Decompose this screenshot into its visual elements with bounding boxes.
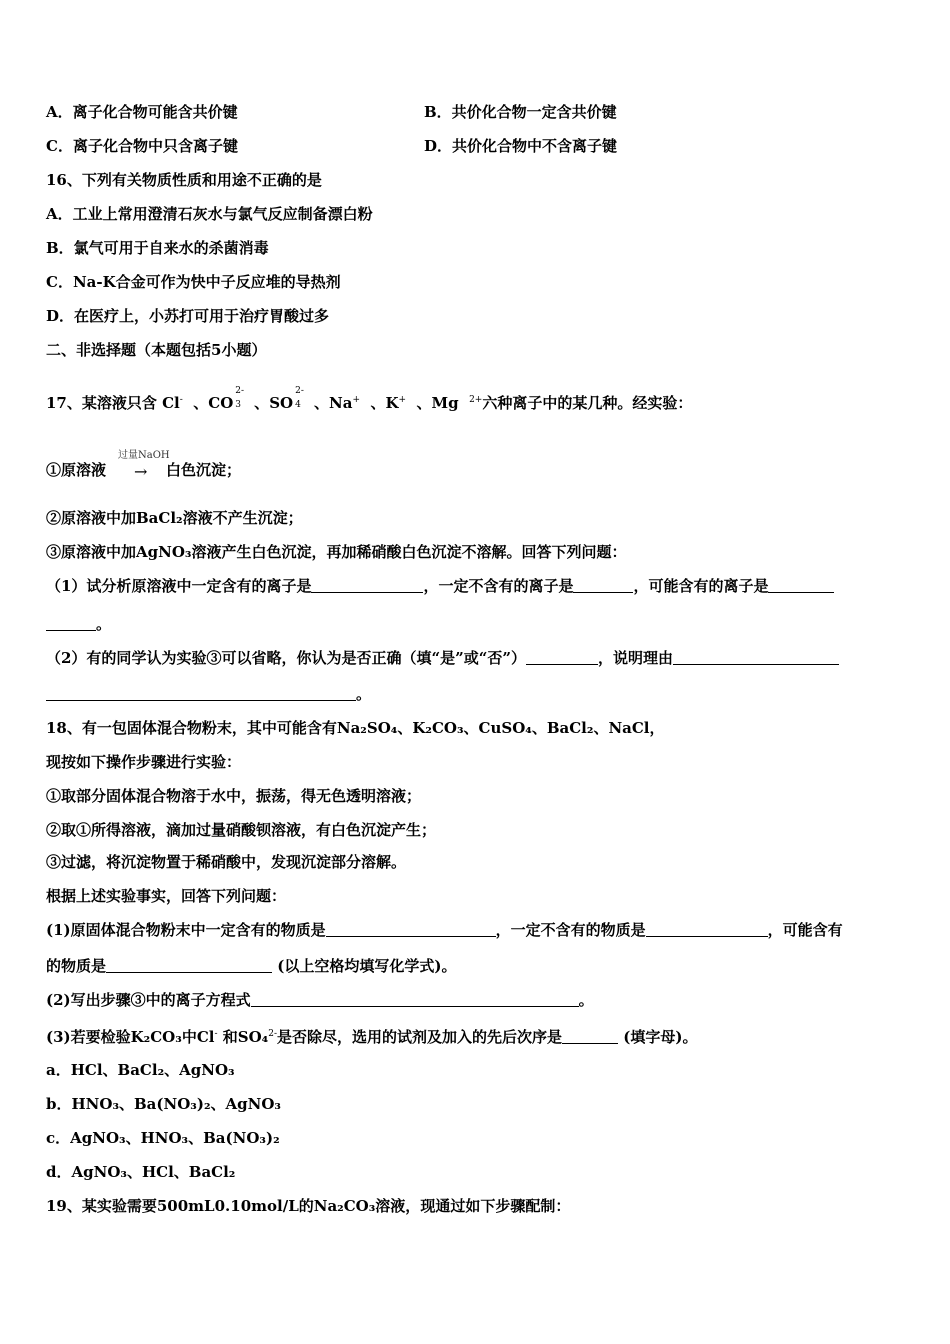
answer-blank[interactable] (46, 686, 356, 701)
q16-option-d: D．在医疗上，小苏打可用于治疗胃酸过多 (46, 307, 330, 325)
q15-option-a: A．离子化合物可能含共价键 (46, 103, 238, 121)
q16-option-a: A．工业上常用澄清石灰水与氯气反应制备漂白粉 (46, 205, 373, 223)
answer-blank[interactable] (106, 958, 272, 973)
answer-blank[interactable] (251, 992, 579, 1007)
q17-part2-cont: 。 (46, 684, 371, 704)
ion-na: Na+ (329, 394, 360, 412)
q18-option-b: b．HNO₃、Ba(NO₃)₂、AgNO₃ (46, 1095, 281, 1113)
q18-step3: ③过滤，将沉淀物置于稀硝酸中，发现沉淀部分溶解。 (46, 853, 407, 871)
q18-part3: (3)若要检验K₂CO₃中Cl- 和SO₄$^{2-}$是否除尽，选用的试剂及加入的先后次序是 (填字母)。 (46, 1028, 698, 1046)
ion-cl: Cl- (162, 394, 183, 412)
answer-blank[interactable] (311, 578, 423, 593)
q16-stem: 16、下列有关物质性质和用途不正确的是 (46, 171, 322, 189)
q17-step3: ③原溶液中加AgNO₃溶液产生白色沉淀，再加稀硝酸白色沉淀不溶解。回答下列问题： (46, 543, 627, 561)
ion-k: K+ (385, 394, 407, 412)
answer-blank[interactable] (46, 616, 96, 631)
q18-step1: ①取部分固体混合物溶于水中，振荡，得无色透明溶液； (46, 787, 422, 805)
q18-part1: (1)原固体混合物粉末中一定含有的物质是 ，一定不含有的物质是 ，可能含有 (46, 921, 843, 939)
q15-option-b: B．共价化合物一定含共价键 (424, 103, 617, 121)
ion-so4: SO 2- 4 (269, 386, 304, 412)
reaction-condition: 过量NaOH (118, 450, 170, 461)
answer-blank[interactable] (768, 578, 834, 593)
q15-option-c: C．离子化合物中只含离子键 (46, 137, 238, 155)
q18-part1-cont: 的物质是 (以上空格均填写化学式)。 (46, 957, 457, 975)
q17-step1: ①原溶液 白色沉淀； (46, 461, 242, 479)
answer-blank[interactable] (326, 922, 496, 937)
section-heading: 二、非选择题（本题包括5小题） (46, 341, 267, 359)
q15-option-row-2 (46, 136, 618, 156)
answer-blank[interactable] (526, 650, 598, 665)
q16-option-b: B．氯气可用于自来水的杀菌消毒 (46, 239, 269, 257)
q17-part2: （2）有的同学认为实验③可以省略，你认为是否正确（填“是”或“否”） ，说明理由 (46, 648, 839, 668)
answer-blank[interactable] (673, 650, 839, 665)
ion-mg: Mg $^{2+}$ (431, 394, 483, 412)
q17-stem: 17、某溶液只含 Cl- 、CO 2- 3 、SO 2- 4 、Na+ 、K+ 、Mg $^{2+}$六种离子中的某几种。经实验： (46, 386, 693, 412)
q18-part2: (2)写出步骤③中的离子方程式 。 (46, 991, 594, 1009)
q17-step2: ②原溶液中加BaCl₂溶液不产生沉淀； (46, 509, 303, 527)
q17-stem-suffix: 六种离子中的某几种。经实验： (482, 394, 693, 412)
q17-part1: （1）试分析原溶液中一定含有的离子是 ，一定不含有的离子是 ，可能含有的离子是 (46, 576, 834, 596)
answer-blank[interactable] (646, 922, 768, 937)
q17-part1-cont: 。 (46, 614, 111, 634)
q18-option-a: a．HCl、BaCl₂、AgNO₃ (46, 1061, 235, 1079)
q15-option-row-1 (46, 102, 617, 122)
q17-stem-prefix: 17、某溶液只含 (46, 394, 157, 412)
q18-line2: 现按如下操作步骤进行实验： (46, 753, 242, 771)
q19-stem: 19、某实验需要500mL0.10mol/L的Na₂CO₃溶液，现通过如下步骤配制： (46, 1197, 571, 1215)
q18-intro: 根据上述实验事实，回答下列问题： (46, 887, 287, 905)
q18-stem: 18、有一包固体混合物粉末，其中可能含有Na₂SO₄、K₂CO₃、CuSO₄、BaCl₂、NaCl， (46, 719, 665, 737)
q18-step2: ②取①所得溶液，滴加过量硝酸钡溶液，有白色沉淀产生； (46, 821, 437, 839)
ion-co3: CO 2- 3 (208, 386, 245, 412)
q18-option-d: d．AgNO₃、HCl、BaCl₂ (46, 1163, 236, 1181)
q18-option-c: c．AgNO₃、HNO₃、Ba(NO₃)₂ (46, 1129, 280, 1147)
answer-blank[interactable] (573, 578, 633, 593)
arrow-icon: → (134, 462, 148, 481)
q15-option-d: D．共价化合物中不含离子键 (424, 137, 618, 155)
answer-blank[interactable] (562, 1029, 618, 1044)
q16-option-c: C．Na-K合金可作为快中子反应堆的导热剂 (46, 273, 341, 291)
